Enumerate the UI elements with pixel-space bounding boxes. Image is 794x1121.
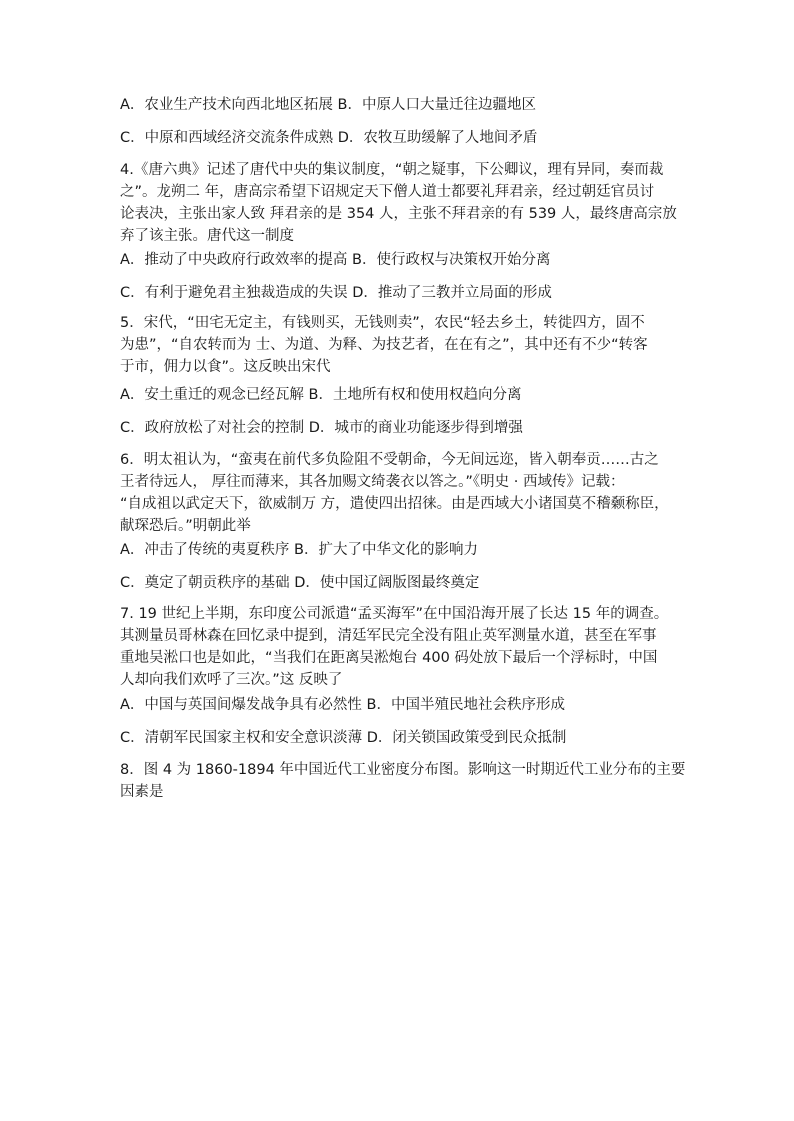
- q4-options-cd: C．有利于避免君主独裁造成的失误 D．推动了三教并立局面的形成: [120, 285, 552, 301]
- q4-stem-line-4: 弃了该主张。唐代这一制度: [120, 228, 294, 244]
- q6-stem-line-4: 献琛恐后。”明朝此举: [120, 518, 251, 534]
- q6-options-cd: C．奠定了朝贡秩序的基础 D．使中国辽阔版图最终奠定: [120, 575, 480, 591]
- q5-options-cd: C．政府放松了对社会的控制 D．城市的商业功能逐步得到增强: [120, 420, 523, 436]
- q8-stem-line-2: 因素是: [120, 784, 164, 800]
- q6-stem-line-1: 6．明太祖认为，“蛮夷在前代多负险阻不受朝命，今无间远迩，皆入朝奉贡……古之: [120, 452, 659, 468]
- q6-stem-line-3: “自成祖以武定天下，欲威制万 方，遣使四出招徕。由是西域大小诸国莫不稽颡称臣，: [120, 496, 669, 512]
- q7-stem-line-4: 人却向我们欢呼了三次。”这 反映了: [120, 672, 343, 688]
- q7-options-cd: C．清朝军民国家主权和安全意识淡薄 D．闭关锁国政策受到民众抵制: [120, 730, 567, 746]
- q5-stem-line-3: 于市，佣力以食”。这反映出宋代: [120, 359, 331, 375]
- q4-stem-line-2: 之”。龙朔二 年，唐高宗希望下诏规定天下僧人道士都要礼拜君亲，经过朝廷官员讨: [120, 184, 655, 200]
- q5-options-ab: A．安土重迁的观念已经瓦解 B．土地所有权和使用权趋向分离: [120, 387, 522, 403]
- q5-stem-line-2: 为患”，“自农转而为 士、为道、为释、为技艺者，在在有之”，其中还有不少“转客: [120, 337, 648, 353]
- q4-stem-line-1: 4.《唐六典》记述了唐代中央的集议制度，“朝之疑事，下公卿议，理有异同，奏而裁: [120, 162, 664, 178]
- q3-options-cd: C．中原和西域经济交流条件成熟 D．农牧互助缓解了人地间矛盾: [120, 130, 538, 146]
- q7-stem-line-1: 7. 19 世纪上半期，东印度公司派遣“孟买海军”在中国沿海开展了长达 15 年的调查。: [120, 606, 669, 622]
- q5-stem-line-1: 5．宋代，“田宅无定主，有钱则买，无钱则卖”，农民“轻去乡土，转徙四方，固不: [120, 315, 645, 331]
- q4-options-ab: A．推动了中央政府行政效率的提高 B．使行政权与决策权开始分离: [120, 252, 551, 268]
- q3-options-ab: A．农业生产技术向西北地区拓展 B．中原人口大量迁往边疆地区: [120, 97, 536, 113]
- q8-stem-line-1: 8．图 4 为 1860-1894 年中国近代工业密度分布图。影响这一时期近代工业分布的主要: [120, 762, 686, 778]
- q7-stem-line-2: 其测量员哥林森在回忆录中提到，清廷军民完全没有阻止英军测量水道，甚至在军事: [120, 628, 657, 644]
- q4-stem-line-3: 论表决，主张出家人致 拜君亲的是 354 人，主张不拜君亲的有 539 人，最终唐高宗放: [120, 206, 677, 222]
- q7-stem-line-3: 重地吴淞口也是如此，“当我们在距离吴淞炮台 400 码处放下最后一个浮标时，中国: [120, 650, 658, 666]
- q6-stem-line-2: 王者待远人， 厚往而薄来，其各加赐文绮袭衣以答之。”《明史 · 西域传》记载：: [120, 474, 625, 490]
- q7-options-ab: A．中国与英国间爆发战争具有必然性 B．中国半殖民地社会秩序形成: [120, 697, 565, 713]
- q6-options-ab: A．冲击了传统的夷夏秩序 B．扩大了中华文化的影响力: [120, 542, 478, 558]
